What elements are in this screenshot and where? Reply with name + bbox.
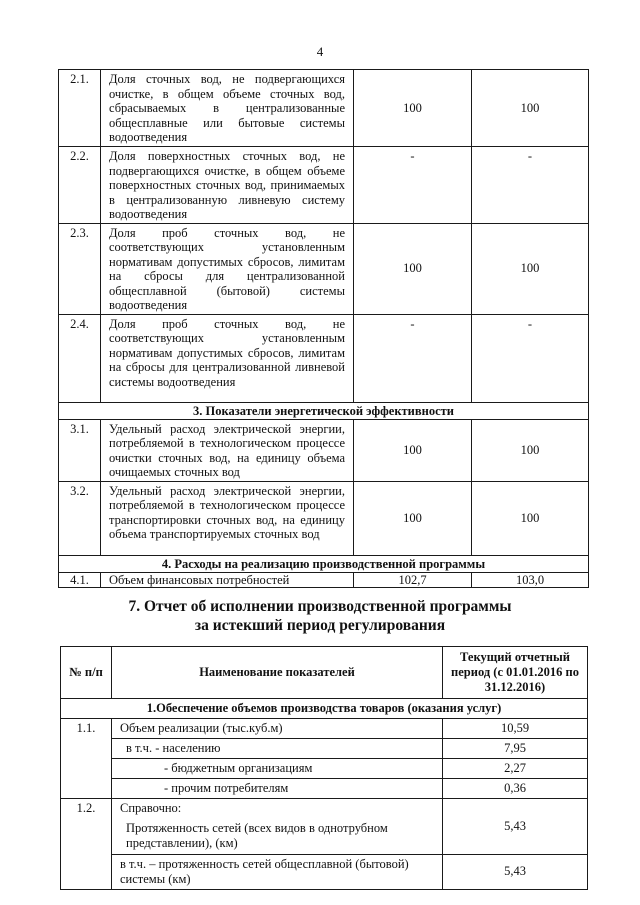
section-row <box>59 555 589 572</box>
value-fact: 100 <box>472 419 589 481</box>
row-value: 0,36 <box>443 779 588 799</box>
row-number: 2.4. <box>59 314 101 402</box>
row-name: - бюджетным организациям <box>112 759 443 779</box>
table-row <box>61 719 588 739</box>
row-name: Доля сточных вод, не подвергающихся очистке, в общем объеме сточных вод, сбрасываемых в централизованные общесплавные или бытовые системы водоотведения <box>101 70 354 147</box>
row-number: 1.2. <box>61 799 112 890</box>
row-number: 3.2. <box>59 481 101 555</box>
row-name: Справочно: <box>112 799 443 819</box>
row-name: в т.ч. – протяженность сетей общесплавной (бытовой) системы (км) <box>112 854 443 889</box>
value-fact: 103,0 <box>472 572 589 588</box>
row-name: Удельный расход электрической энергии, потребляемой в технологическом процессе транспортировки сточных вод, на единицу объема транспортируемых сточных вод <box>101 481 354 555</box>
section-title: 3. Показатели энергетической эффективности <box>59 402 589 419</box>
row-number: 2.2. <box>59 147 101 224</box>
value-plan: 100 <box>354 419 472 481</box>
row-name: Доля проб сточных вод, не соответствующих установленным нормативам допустимых сбросов, лимитам на сбросы для централизованной общесплавной (бытовой) системы водоотведения <box>101 223 354 314</box>
row-number: 2.3. <box>59 223 101 314</box>
value-plan: - <box>354 314 472 402</box>
value-fact: 100 <box>472 481 589 555</box>
row-number: 4.1. <box>59 572 101 588</box>
value-plan: 100 <box>354 481 472 555</box>
section-row <box>61 699 588 719</box>
row-name: Объем финансовых потребностей <box>101 572 354 588</box>
section-heading: 7. Отчет об исполнении производственной программы <box>128 598 512 615</box>
row-name: Объем реализации (тыс.куб.м) <box>112 719 443 739</box>
table-row <box>59 314 589 402</box>
table-row <box>59 147 589 224</box>
header-row <box>61 647 588 699</box>
table-row <box>59 572 589 588</box>
value-fact: - <box>472 147 589 224</box>
table-row <box>59 419 589 481</box>
row-number: 1.1. <box>61 719 112 799</box>
value-plan: 102,7 <box>354 572 472 588</box>
row-number: 2.1. <box>59 70 101 147</box>
table-row <box>59 223 589 314</box>
row-value: 10,59 <box>443 719 588 739</box>
section-subheading: за истекший период регулирования <box>194 617 446 634</box>
value-fact: 100 <box>472 223 589 314</box>
value-plan: - <box>354 147 472 224</box>
column-header-name: Наименование показателей <box>112 647 443 699</box>
row-name: Удельный расход электрической энергии, потребляемой в технологическом процессе очистки сточных вод, на единицу объема очищаемых сточных вод <box>101 419 354 481</box>
row-name: Доля проб сточных вод, не соответствующих установленным нормативам допустимых сбросов, лимитам на сбросы для централизованной ливневой системы водоотведения <box>101 314 354 402</box>
page-number: 4 <box>316 44 324 59</box>
value-plan: 100 <box>354 223 472 314</box>
table-row <box>59 481 589 555</box>
table-row <box>61 799 588 819</box>
report-table <box>60 646 588 890</box>
row-value: 7,95 <box>443 739 588 759</box>
section-row <box>59 402 589 419</box>
row-name: в т.ч. - населению <box>112 739 443 759</box>
table-row <box>61 779 588 799</box>
value-fact: 100 <box>472 70 589 147</box>
value-fact: - <box>472 314 589 402</box>
indicators-table <box>58 69 589 588</box>
section-title: 1.Обеспечение объемов производства товаров (оказания услуг) <box>61 699 588 719</box>
value-plan: 100 <box>354 70 472 147</box>
section-title: 4. Расходы на реализацию производственной программы <box>59 555 589 572</box>
table-row <box>59 70 589 147</box>
row-value: 5,43 <box>443 799 588 855</box>
column-header-period: Текущий отчетный период (с 01.01.2016 по 31.12.2016) <box>443 647 588 699</box>
column-header-number: № п/п <box>61 647 112 699</box>
row-number: 3.1. <box>59 419 101 481</box>
table-row <box>61 739 588 759</box>
row-name: Доля поверхностных сточных вод, не подвергающихся очистке, в общем объеме поверхностных сточных вод, принимаемых в централизованную ливневую систему водоотведения <box>101 147 354 224</box>
table-row <box>61 759 588 779</box>
table-row <box>61 854 588 889</box>
row-value: 5,43 <box>443 854 588 889</box>
row-value: 2,27 <box>443 759 588 779</box>
row-name: Протяженность сетей (всех видов в однотрубном представлении), (км) <box>112 818 443 854</box>
row-name: - прочим потребителям <box>112 779 443 799</box>
